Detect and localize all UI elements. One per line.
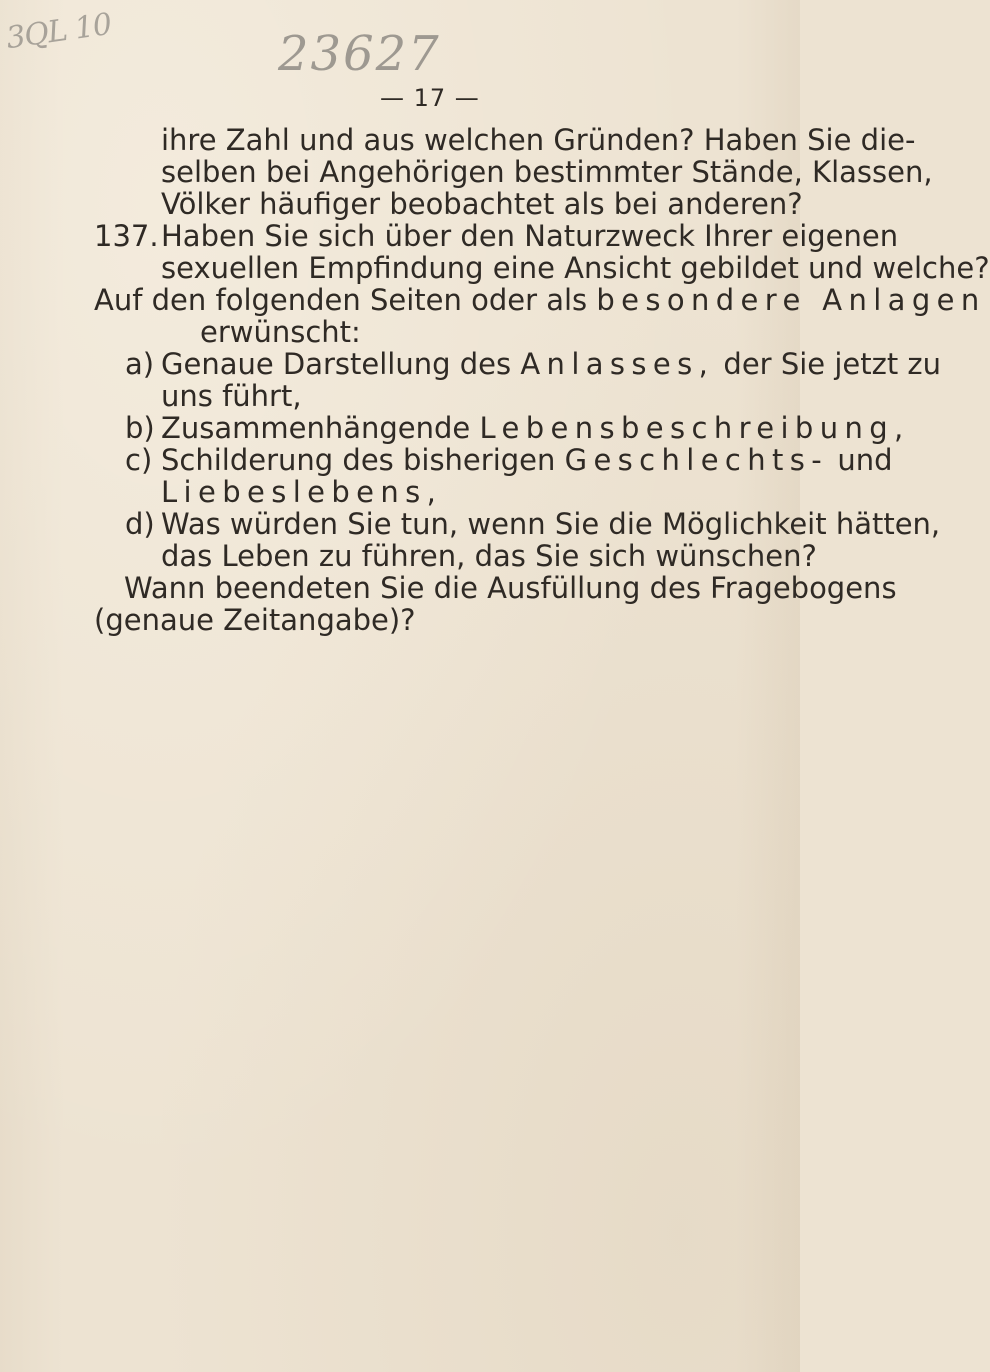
item-d-line-1: Was würden Sie tun, wenn Sie die Möglichkeit hätten, xyxy=(161,507,941,541)
item-c-line-1 xyxy=(161,443,893,477)
item-a-line-1 xyxy=(161,347,942,381)
q137-line-2: sexuellen Empfindung eine Ansicht gebildet und welche? xyxy=(161,251,990,285)
attachments-intro-emphasis: besondere Anlagen xyxy=(596,283,986,317)
item-c-text-before: Schilderung des bisherigen xyxy=(161,443,556,477)
item-d-line-2: das Leben zu führen, das Sie sich wünschen? xyxy=(161,539,817,573)
q137-number: 137. xyxy=(94,219,159,253)
item-a-text-after: der Sie jetzt zu xyxy=(723,347,942,381)
item-a-text-before: Genaue Darstellung des xyxy=(161,347,512,381)
q136-line-3: Völker häufiger beobachtet als bei anderen? xyxy=(161,187,803,221)
q137-line-1: Haben Sie sich über den Naturzweck Ihrer eigenen xyxy=(161,219,899,253)
attachments-intro-text: Auf den folgenden Seiten oder als xyxy=(94,283,588,317)
attachments-intro xyxy=(94,283,986,317)
item-c-text-after: und xyxy=(837,443,893,477)
item-c-emphasis: Geschlechts- xyxy=(564,443,829,477)
item-d-marker: d) xyxy=(125,507,155,541)
closing-line-1: Wann beendeten Sie die Ausfüllung des Fragebogens xyxy=(124,571,897,605)
item-c-marker: c) xyxy=(125,443,153,477)
q136-line-2: selben bei Angehörigen bestimmter Stände, Klassen, xyxy=(161,155,933,189)
handwritten-annotation-left: 3QL 10 xyxy=(4,6,114,57)
item-a-line-2: uns führt, xyxy=(161,379,302,413)
page-number: — 17 — xyxy=(380,84,480,112)
closing-line-2: (genaue Zeitangabe)? xyxy=(94,603,416,637)
item-b-emphasis: Lebensbeschreibung, xyxy=(479,411,910,445)
handwritten-archive-number: 23627 xyxy=(278,26,441,82)
item-c-line-2: Liebeslebens, xyxy=(161,475,443,509)
item-a-emphasis: Anlasses, xyxy=(520,347,715,381)
item-b-text-before: Zusammenhängende xyxy=(161,411,471,445)
attachments-intro-line-2: erwünscht: xyxy=(200,315,361,349)
item-b-marker: b) xyxy=(125,411,155,445)
item-a-marker: a) xyxy=(125,347,155,381)
q136-line-1: ihre Zahl und aus welchen Gründen? Haben Sie die- xyxy=(161,123,916,157)
item-b-line-1 xyxy=(161,411,910,445)
